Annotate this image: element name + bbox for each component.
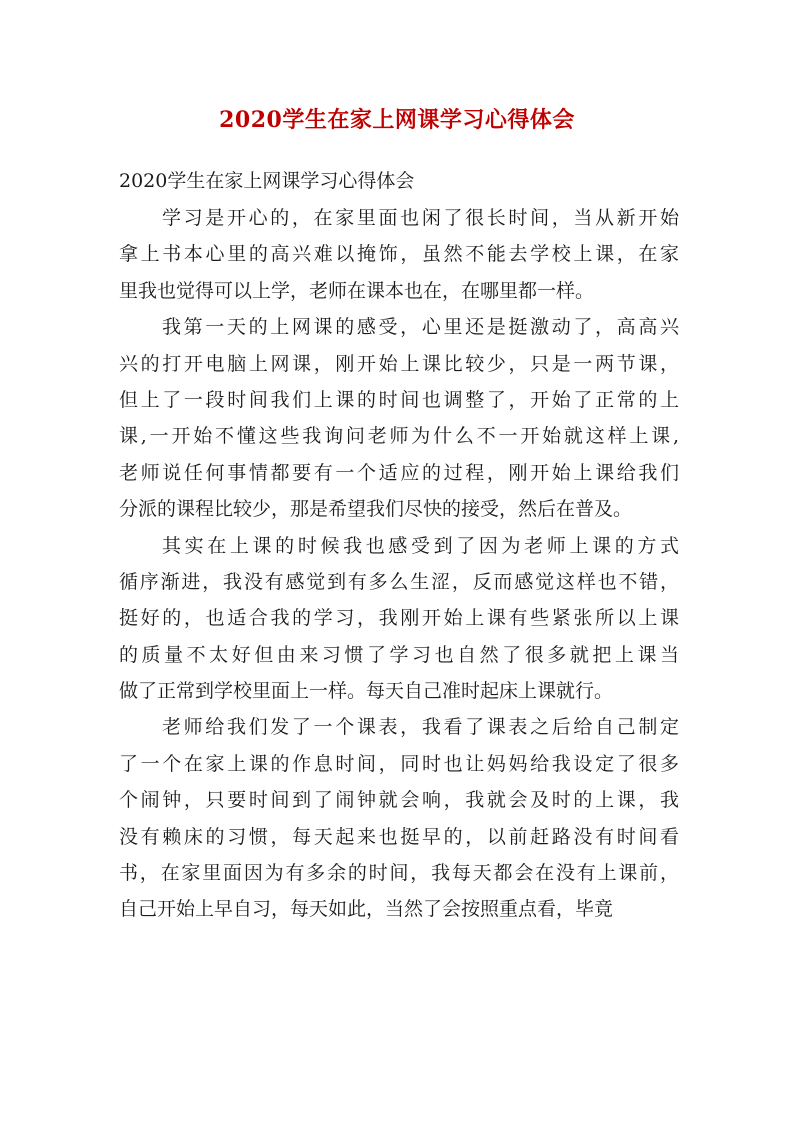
paragraph-line: 了一个在家上课的作息时间，同时也让妈妈给我设定了很多 bbox=[119, 752, 679, 775]
paragraph-line: 分派的课程比较少，那是希望我们尽快的接受，然后在普及。 bbox=[119, 498, 633, 521]
paragraph-line: 但上了一段时间我们上课的时间也调整了，开始了正常的上 bbox=[119, 388, 679, 411]
paragraph-line: 做了正常到学校里面上一样。每天自己准时起床上课就行。 bbox=[119, 680, 614, 703]
paragraph-line: 个闹钟，只要时间到了闹钟就会响，我就会及时的上课，我 bbox=[119, 789, 679, 812]
paragraph-line: 的质量不太好但由来习惯了学习也自然了很多就把上课当 bbox=[119, 643, 679, 666]
paragraph-line: 兴的打开电脑上网课，刚开始上课比较少，只是一两节课， bbox=[119, 352, 679, 375]
document-title: 2020学生在家上网课学习心得体会 bbox=[219, 107, 575, 133]
paragraph-line: 老师说任何事情都要有一个适应的过程，刚开始上课给我们 bbox=[119, 461, 679, 484]
body-paragraph bbox=[119, 200, 679, 309]
paragraph-line: 其实在上课的时候我也感受到了因为老师上课的方式 bbox=[162, 534, 679, 557]
body-paragraph bbox=[119, 309, 679, 527]
body-paragraph bbox=[119, 528, 679, 710]
paragraph-line: 挺好的，也适合我的学习，我刚开始上课有些紧张所以上课 bbox=[119, 607, 679, 630]
paragraph-line: 循序渐进，我没有感觉到有多么生涩，反而感觉这样也不错， bbox=[119, 570, 679, 593]
body-paragraph bbox=[119, 709, 679, 927]
document-subtitle: 2020学生在家上网课学习心得体会 bbox=[119, 170, 415, 192]
paragraph-line: 拿上书本心里的高兴难以掩饰，虽然不能去学校上课，在家 bbox=[119, 243, 679, 266]
paragraph-line: 没有赖床的习惯，每天起来也挺早的，以前赶路没有时间看 bbox=[119, 825, 679, 848]
paragraph-line: 学习是开心的，在家里面也闲了很长时间，当从新开始 bbox=[162, 207, 679, 229]
document-body bbox=[119, 200, 679, 928]
paragraph-line: 课,一开始不懂这些我询问老师为什么不一开始就这样上课, bbox=[119, 425, 679, 448]
paragraph-line: 书，在家里面因为有多余的时间，我每天都会在没有上课前， bbox=[119, 862, 679, 885]
paragraph-line: 老师给我们发了一个课表，我看了课表之后给自己制定 bbox=[162, 716, 679, 739]
paragraph-line: 我第一天的上网课的感受，心里还是挺激动了，高高兴 bbox=[162, 316, 679, 339]
paragraph-line: 自己开始上早自习，每天如此，当然了会按照重点看，毕竟 bbox=[119, 898, 614, 921]
paragraph-line: 里我也觉得可以上学，老师在课本也在，在哪里都一样。 bbox=[119, 279, 595, 302]
